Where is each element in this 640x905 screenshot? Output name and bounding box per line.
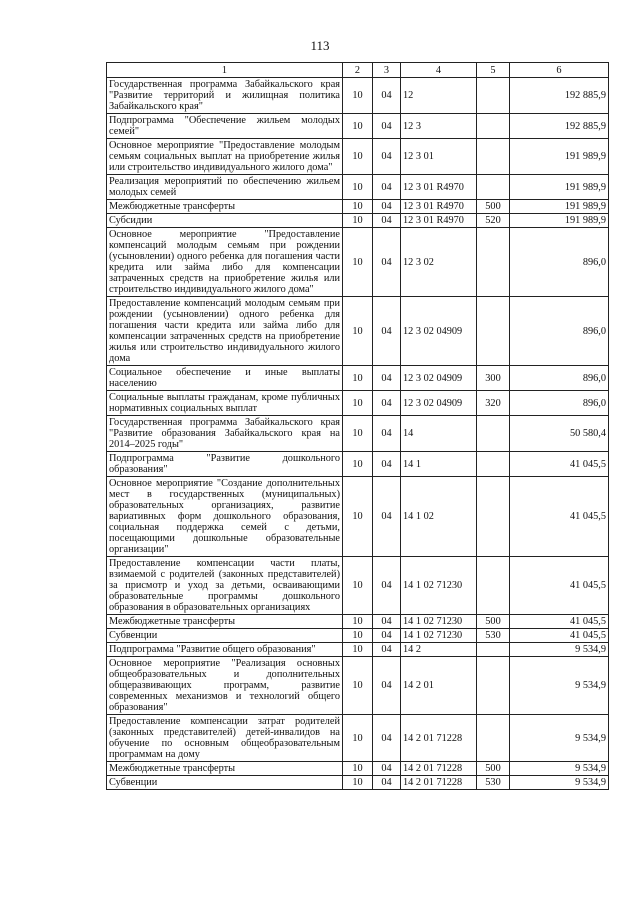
target-article-cell: 12 3 01 R4970 — [401, 214, 477, 228]
amount-cell: 191 989,9 — [510, 214, 609, 228]
header-col-6: 6 — [510, 63, 609, 78]
amount-cell: 9 534,9 — [510, 657, 609, 715]
section-code-cell: 10 — [343, 657, 373, 715]
expense-type-cell — [477, 175, 510, 200]
expense-type-cell — [477, 557, 510, 615]
expense-type-cell — [477, 228, 510, 297]
subsection-code-cell: 04 — [373, 214, 401, 228]
table-row — [107, 391, 609, 416]
target-article-cell: 12 3 01 R4970 — [401, 200, 477, 214]
target-article-cell: 12 3 — [401, 114, 477, 139]
item-name-cell: Основное мероприятие "Предоставление компенсаций молодым семьям при рождении (усыновлении) одного ребенка для погашения части кредита или займа либо для компенсации затраченных средств на приобретение жилья или строительство индивидуального жилого дома" — [107, 228, 343, 297]
expense-type-cell — [477, 139, 510, 175]
amount-cell: 41 045,5 — [510, 557, 609, 615]
table-row — [107, 643, 609, 657]
table-row — [107, 715, 609, 762]
section-code-cell: 10 — [343, 139, 373, 175]
expense-type-cell: 300 — [477, 366, 510, 391]
table-row — [107, 776, 609, 790]
header-col-1: 1 — [107, 63, 343, 78]
amount-cell: 9 534,9 — [510, 776, 609, 790]
item-name-cell: Социальные выплаты гражданам, кроме публичных нормативных социальных выплат — [107, 391, 343, 416]
subsection-code-cell: 04 — [373, 615, 401, 629]
section-code-cell: 10 — [343, 114, 373, 139]
amount-cell: 191 989,9 — [510, 139, 609, 175]
section-code-cell: 10 — [343, 776, 373, 790]
item-name-cell: Основное мероприятие "Реализация основных общеобразовательных и дополнительных общеразвивающих программ, развитие современных механизмов и технологий общего образования" — [107, 657, 343, 715]
section-code-cell: 10 — [343, 416, 373, 452]
table-row — [107, 452, 609, 477]
budget-table — [106, 62, 609, 790]
expense-type-cell: 320 — [477, 391, 510, 416]
item-name-cell: Субвенции — [107, 776, 343, 790]
subsection-code-cell: 04 — [373, 391, 401, 416]
expense-type-cell — [477, 297, 510, 366]
target-article-cell: 12 3 02 04909 — [401, 366, 477, 391]
expense-type-cell: 500 — [477, 762, 510, 776]
table-row — [107, 762, 609, 776]
amount-cell: 9 534,9 — [510, 762, 609, 776]
section-code-cell: 10 — [343, 629, 373, 643]
table-row — [107, 557, 609, 615]
target-article-cell: 14 1 02 71230 — [401, 615, 477, 629]
section-code-cell: 10 — [343, 297, 373, 366]
item-name-cell: Предоставление компенсации затрат родителей (законных представителей) детей-инвалидов на обучение по основным общеобразовательным программам на дому — [107, 715, 343, 762]
table-body — [107, 78, 609, 790]
amount-cell: 896,0 — [510, 391, 609, 416]
header-col-2: 2 — [343, 63, 373, 78]
target-article-cell: 14 2 01 71228 — [401, 762, 477, 776]
amount-cell: 41 045,5 — [510, 477, 609, 557]
table-row — [107, 114, 609, 139]
expense-type-cell: 530 — [477, 776, 510, 790]
header-col-4: 4 — [401, 63, 477, 78]
subsection-code-cell: 04 — [373, 557, 401, 615]
table-row — [107, 78, 609, 114]
amount-cell: 896,0 — [510, 297, 609, 366]
subsection-code-cell: 04 — [373, 366, 401, 391]
subsection-code-cell: 04 — [373, 715, 401, 762]
target-article-cell: 12 3 02 04909 — [401, 391, 477, 416]
section-code-cell: 10 — [343, 557, 373, 615]
header-col-3: 3 — [373, 63, 401, 78]
section-code-cell: 10 — [343, 477, 373, 557]
section-code-cell: 10 — [343, 214, 373, 228]
table-row — [107, 214, 609, 228]
target-article-cell: 12 3 02 — [401, 228, 477, 297]
subsection-code-cell: 04 — [373, 416, 401, 452]
target-article-cell: 14 1 02 — [401, 477, 477, 557]
subsection-code-cell: 04 — [373, 762, 401, 776]
section-code-cell: 10 — [343, 175, 373, 200]
table-row — [107, 200, 609, 214]
subsection-code-cell: 04 — [373, 228, 401, 297]
section-code-cell: 10 — [343, 228, 373, 297]
target-article-cell: 14 1 — [401, 452, 477, 477]
item-name-cell: Государственная программа Забайкальского края "Развитие образования Забайкальского края на 2014–2025 годы" — [107, 416, 343, 452]
amount-cell: 191 989,9 — [510, 175, 609, 200]
target-article-cell: 14 2 01 71228 — [401, 776, 477, 790]
target-article-cell: 14 1 02 71230 — [401, 629, 477, 643]
section-code-cell: 10 — [343, 643, 373, 657]
item-name-cell: Основное мероприятие "Предоставление молодым семьям социальных выплат на приобретение жилья или строительство индивидуального жилого дома" — [107, 139, 343, 175]
subsection-code-cell: 04 — [373, 657, 401, 715]
expense-type-cell — [477, 416, 510, 452]
item-name-cell: Подпрограмма "Развитие дошкольного образования" — [107, 452, 343, 477]
item-name-cell: Основное мероприятие "Создание дополнительных мест в государственных (муниципальных) образовательных организациях, развитие вариативных форм дошкольного образования, социальная поддержка семей с детьми, посещающими дошкольные образовательные организации" — [107, 477, 343, 557]
target-article-cell: 14 2 01 — [401, 657, 477, 715]
target-article-cell: 12 3 01 — [401, 139, 477, 175]
amount-cell: 896,0 — [510, 366, 609, 391]
subsection-code-cell: 04 — [373, 776, 401, 790]
item-name-cell: Предоставление компенсации части платы, взимаемой с родителей (законных представителей) за присмотр и уход за детьми, осваивающими образовательные программы дошкольного образования в образовательных организациях — [107, 557, 343, 615]
target-article-cell: 14 1 02 71230 — [401, 557, 477, 615]
expense-type-cell: 530 — [477, 629, 510, 643]
amount-cell: 192 885,9 — [510, 78, 609, 114]
expense-type-cell: 500 — [477, 615, 510, 629]
amount-cell: 896,0 — [510, 228, 609, 297]
amount-cell: 50 580,4 — [510, 416, 609, 452]
page-number: 113 — [310, 38, 330, 53]
subsection-code-cell: 04 — [373, 477, 401, 557]
table-row — [107, 615, 609, 629]
expense-type-cell: 500 — [477, 200, 510, 214]
item-name-cell: Государственная программа Забайкальского края "Развитие территорий и жилищная политика Забайкальского края" — [107, 78, 343, 114]
item-name-cell: Межбюджетные трансферты — [107, 615, 343, 629]
item-name-cell: Предоставление компенсаций молодым семьям при рождении (усыновлении) одного ребенка для погашения части кредита или займа либо для компенсации затраченных средств на приобретение жилья или строительство индивидуального жилого дома — [107, 297, 343, 366]
subsection-code-cell: 04 — [373, 175, 401, 200]
table-row — [107, 477, 609, 557]
table-row — [107, 657, 609, 715]
amount-cell: 41 045,5 — [510, 629, 609, 643]
header-row — [107, 63, 609, 78]
target-article-cell: 12 — [401, 78, 477, 114]
subsection-code-cell: 04 — [373, 297, 401, 366]
section-code-cell: 10 — [343, 366, 373, 391]
subsection-code-cell: 04 — [373, 114, 401, 139]
amount-cell: 9 534,9 — [510, 643, 609, 657]
target-article-cell: 12 3 01 R4970 — [401, 175, 477, 200]
subsection-code-cell: 04 — [373, 643, 401, 657]
table-row — [107, 175, 609, 200]
target-article-cell: 14 — [401, 416, 477, 452]
subsection-code-cell: 04 — [373, 200, 401, 214]
subsection-code-cell: 04 — [373, 629, 401, 643]
expense-type-cell — [477, 643, 510, 657]
section-code-cell: 10 — [343, 762, 373, 776]
item-name-cell: Субсидии — [107, 214, 343, 228]
section-code-cell: 10 — [343, 615, 373, 629]
expense-type-cell — [477, 452, 510, 477]
amount-cell: 192 885,9 — [510, 114, 609, 139]
amount-cell: 41 045,5 — [510, 615, 609, 629]
target-article-cell: 14 2 — [401, 643, 477, 657]
section-code-cell: 10 — [343, 715, 373, 762]
section-code-cell: 10 — [343, 452, 373, 477]
subsection-code-cell: 04 — [373, 78, 401, 114]
table-row — [107, 297, 609, 366]
subsection-code-cell: 04 — [373, 452, 401, 477]
expense-type-cell — [477, 78, 510, 114]
item-name-cell: Межбюджетные трансферты — [107, 200, 343, 214]
target-article-cell: 14 2 01 71228 — [401, 715, 477, 762]
item-name-cell: Субвенции — [107, 629, 343, 643]
item-name-cell: Межбюджетные трансферты — [107, 762, 343, 776]
section-code-cell: 10 — [343, 78, 373, 114]
expense-type-cell — [477, 477, 510, 557]
amount-cell: 191 989,9 — [510, 200, 609, 214]
item-name-cell: Реализация мероприятий по обеспечению жильем молодых семей — [107, 175, 343, 200]
expense-type-cell — [477, 657, 510, 715]
expense-type-cell: 520 — [477, 214, 510, 228]
section-code-cell: 10 — [343, 200, 373, 214]
table-row — [107, 416, 609, 452]
table-row — [107, 228, 609, 297]
item-name-cell: Подпрограмма "Развитие общего образования" — [107, 643, 343, 657]
expense-type-cell — [477, 114, 510, 139]
expense-type-cell — [477, 715, 510, 762]
item-name-cell: Подпрограмма "Обеспечение жильем молодых семей" — [107, 114, 343, 139]
header-col-5: 5 — [477, 63, 510, 78]
amount-cell: 41 045,5 — [510, 452, 609, 477]
amount-cell: 9 534,9 — [510, 715, 609, 762]
table-row — [107, 629, 609, 643]
item-name-cell: Социальное обеспечение и иные выплаты населению — [107, 366, 343, 391]
target-article-cell: 12 3 02 04909 — [401, 297, 477, 366]
subsection-code-cell: 04 — [373, 139, 401, 175]
section-code-cell: 10 — [343, 391, 373, 416]
table-row — [107, 366, 609, 391]
table-row — [107, 139, 609, 175]
